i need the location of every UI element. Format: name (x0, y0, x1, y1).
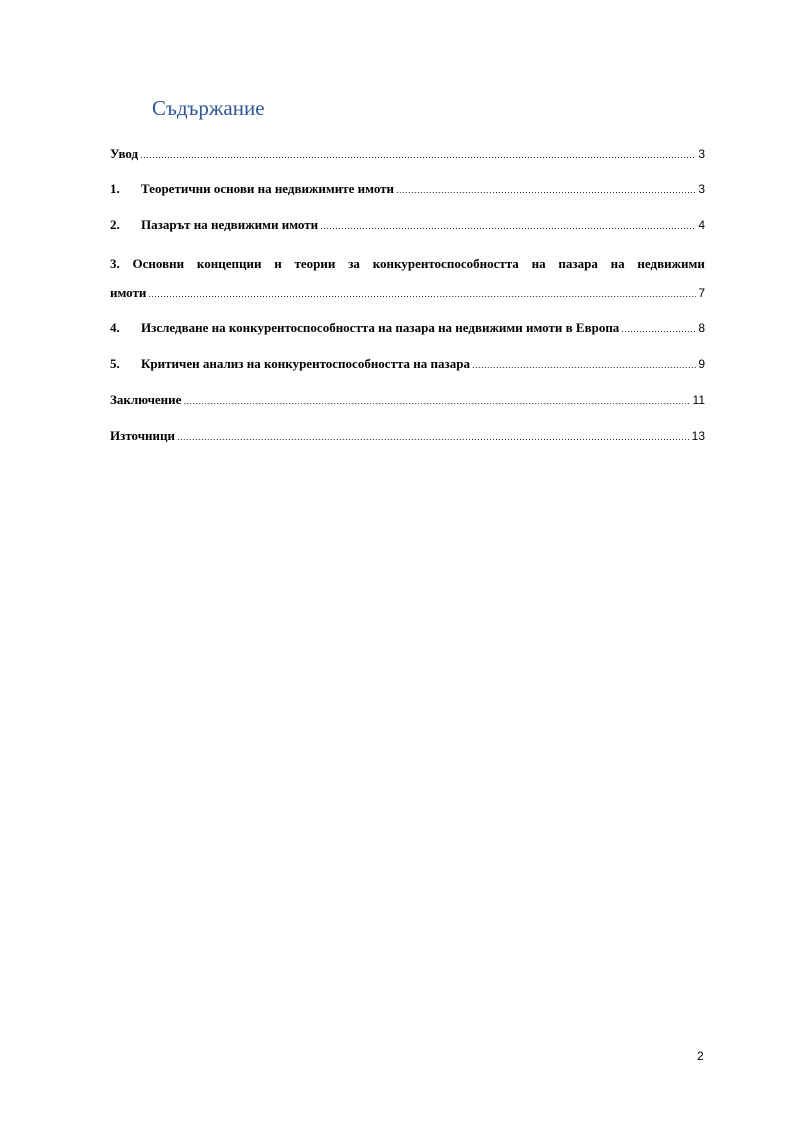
toc-word: на (531, 256, 546, 271)
toc-leader-dots (140, 146, 696, 164)
toc-leader-dots (148, 285, 696, 303)
toc-word: теории (294, 256, 336, 271)
toc-entry-label-line1 (110, 255, 705, 273)
toc-leader-dots (320, 217, 696, 235)
toc-word: и (274, 256, 282, 271)
toc-entry-label: Увод (110, 146, 139, 161)
toc-entry-label: Пазарът на недвижими имоти (141, 217, 319, 232)
toc-entry-number: 1. (110, 181, 120, 196)
page-number: 2 (697, 1049, 704, 1063)
toc-entry-page: 7 (698, 286, 705, 300)
toc-entry-sources[interactable] (110, 427, 705, 445)
toc-entry-chapter-5[interactable] (110, 355, 705, 373)
toc-entry-introduction[interactable] (110, 145, 705, 163)
toc-entry-label: имоти (110, 285, 147, 300)
toc-entry-page: 9 (698, 357, 705, 371)
toc-word: Основни (132, 256, 185, 271)
toc-word: концепции (196, 256, 262, 271)
toc-entry-number: 5. (110, 356, 120, 371)
toc-entry-page: 4 (698, 218, 705, 232)
toc-entry-number: 4. (110, 320, 120, 335)
toc-entry-page: 11 (692, 393, 705, 407)
toc-leader-dots (183, 392, 690, 410)
toc-entry-label-line2 (110, 284, 705, 302)
toc-entry-label-wrap (110, 180, 394, 198)
toc-leader-dots (396, 181, 696, 199)
toc-entry-label: Изследване на конкурентоспособността на пазара на недвижими имоти в Европа (141, 320, 620, 335)
toc-entry-label-wrap (110, 319, 619, 337)
toc-leader-dots (177, 428, 690, 446)
toc-leader-dots (621, 320, 696, 338)
toc-word: на (610, 256, 625, 271)
toc-word: конкурентоспособността (372, 256, 519, 271)
toc-heading: Съдържание (152, 96, 265, 120)
toc-word: пазара (558, 256, 598, 271)
toc-entry-page: 3 (698, 147, 705, 161)
toc-entry-page: 8 (698, 321, 705, 335)
toc-entry-chapter-1[interactable] (110, 180, 705, 198)
toc-entry-label: Критичен анализ на конкурентоспособността на пазара (141, 356, 470, 371)
toc-entry-number: 2. (110, 217, 120, 232)
toc-entry-label-wrap (110, 355, 470, 373)
toc-entry-label: Източници (110, 428, 176, 443)
toc-entry-conclusion[interactable] (110, 391, 705, 409)
toc-entry-page: 13 (691, 429, 705, 443)
toc-entry-page: 3 (698, 182, 705, 196)
toc-entry-label: Заключение (110, 392, 182, 407)
toc-entry-label: Теоретични основи на недвижимите имоти (141, 181, 395, 196)
toc-entry-chapter-4[interactable] (110, 319, 705, 337)
toc-entry-label-wrap (110, 216, 318, 234)
toc-leader-dots (472, 356, 696, 374)
toc-word: за (348, 256, 360, 271)
toc-entry-chapter-2[interactable] (110, 216, 705, 234)
toc-word: недвижими (637, 256, 705, 271)
toc-entry-number: 3. (110, 256, 120, 271)
